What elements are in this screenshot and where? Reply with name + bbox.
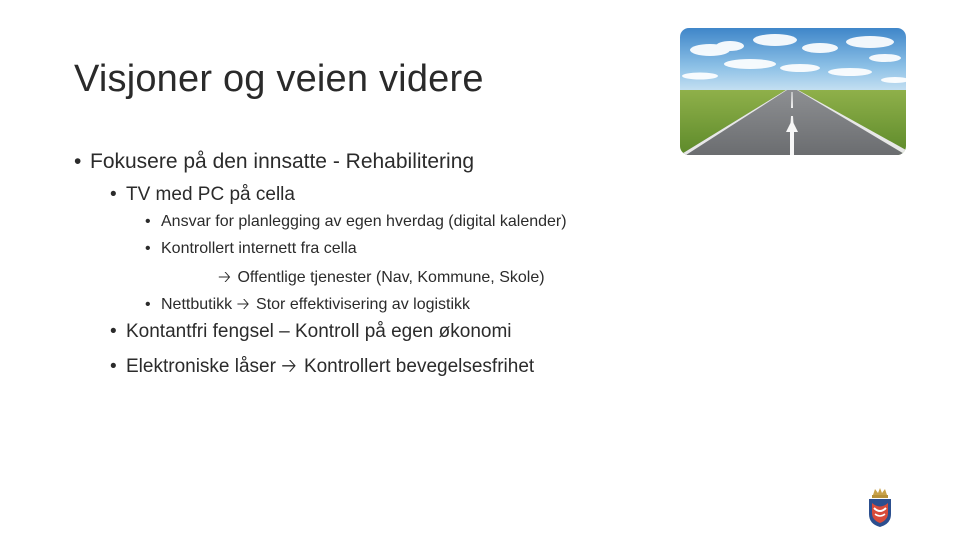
bullet-text: Kontrollert internett fra cella bbox=[161, 240, 357, 257]
bullet-level1 bbox=[74, 150, 474, 174]
bullet-level2 bbox=[110, 321, 512, 343]
arrow-right-icon: 🡢 bbox=[236, 296, 250, 313]
bullet-text: Kontantfri fengsel – Kontroll på egen økonomi bbox=[126, 321, 512, 342]
bullet-level3 bbox=[145, 293, 470, 320]
coat-of-arms-icon bbox=[866, 486, 894, 528]
bullet-icon: • bbox=[74, 150, 82, 173]
bullet-icon: • bbox=[145, 296, 151, 313]
bullet-icon: • bbox=[145, 213, 151, 230]
bullet-level3 bbox=[145, 213, 567, 231]
bullet-text: Ansvar for planlegging av egen hverdag (digital kalender) bbox=[161, 213, 567, 230]
bullet-text: TV med PC på cella bbox=[126, 184, 295, 205]
road-photo bbox=[680, 28, 906, 155]
bullet-icon: • bbox=[110, 184, 117, 205]
bullet-text: Offentlige tjenester (Nav, Kommune, Skole) bbox=[237, 269, 545, 286]
bullet-text: Nettbutikk bbox=[161, 296, 233, 313]
slide-title: Visjoner og veien videre bbox=[74, 58, 484, 100]
bullet-text: Kontrollert bevegelsesfrihet bbox=[303, 356, 535, 377]
bullet-level3 bbox=[145, 240, 357, 258]
bullet-icon: • bbox=[110, 321, 117, 342]
bullet-level2 bbox=[110, 184, 295, 206]
bullet-text: Fokusere på den innsatte - Rehabilitering bbox=[90, 150, 475, 173]
bullet-icon: • bbox=[145, 240, 151, 257]
arrow-line bbox=[218, 266, 545, 293]
bullet-level2 bbox=[110, 352, 534, 384]
bullet-icon: • bbox=[110, 356, 117, 377]
bullet-text: Elektroniske låser bbox=[126, 356, 276, 377]
arrow-right-icon: 🡢 bbox=[281, 356, 297, 377]
arrow-right-icon: 🡢 bbox=[218, 269, 231, 286]
bullet-text: Stor effektivisering av logistikk bbox=[256, 296, 471, 313]
